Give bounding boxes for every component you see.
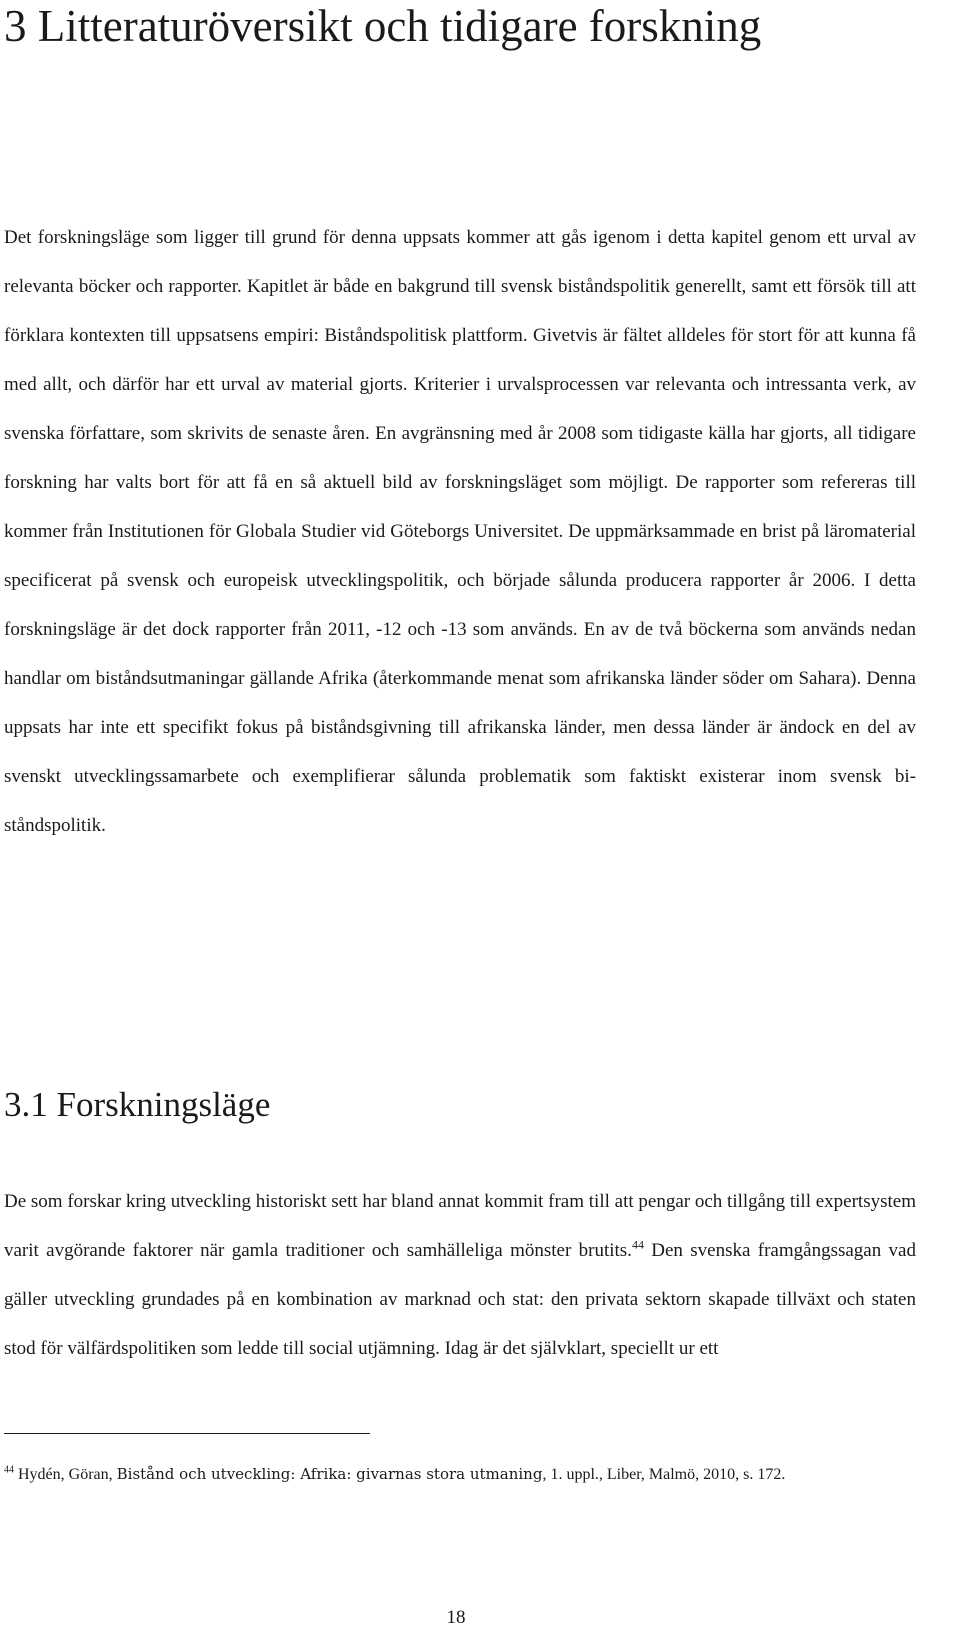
footnote-number: 44 — [4, 1464, 14, 1476]
intro-paragraph: Det forskningsläge som ligger till grund för denna uppsats kommer att gås igenom i detta kapitel genom ett urval av relevanta böcker och rapporter. Kapitlet är både en bakgrund till svensk biståndspolitik generellt, samt ett försök till att förklara kontexten till uppsatsens empiri: Biståndspolitisk plattform. Givetvis är fältet alldeles för stort för att kunna få med allt, och därför har ett urval av material gjorts. Kriterier i urvalsprocessen var relevanta och intressanta verk, av svenska författare, som skrivits de senaste åren. En avgränsning med år 2008 som tidigaste källa har gjorts, all tidigare forskning har valts bort för att få en så aktuell bild av forskningsläget som möjligt. De rapporter som refereras till kommer från Institutionen för Globala Studier vid Göteborgs Universitet. De uppmärksammade en brist på läromaterial specificerat på svensk och europeisk utvecklingspolitik, och började sålunda producera rapporter år 2006. I detta forskningsläge är det dock rapporter från 2011, -12 och -13 som används. En av de två böckerna som används nedan handlar om biståndsutmaningar gällande Afrika (återkommande menat som afrikanska länder söder om Sahara). Denna uppsats har inte ett specifikt fokus på biståndsgivning till afrikanska länder, men dessa länder är ändock en del av svenskt utvecklingssamarbete och exemplifierar sålunda problematik som faktiskt existerar inom svensk biståndspolitik. — [4, 227, 916, 836]
section-paragraph — [4, 1177, 916, 1373]
footnote-divider — [4, 1433, 370, 1434]
chapter-title: 3 Litteraturöversikt och tidigare forskning — [4, 1, 762, 51]
footnote-author: Hydén, Göran, — [14, 1466, 117, 1483]
footnote-book-title: Bistånd och utveckling: Afrika: givarnas stora utmaning — [116, 1465, 543, 1483]
section-paragraph-part2: Den svenska framgångssagan vad gäller utveckling grundades på en kombination av marknad och stat: den privata sektorn skapade tillväxt och staten stod för välfärdspolitiken som ledde till social utjämning. Idag är det självklart, speciellt ur ett — [4, 1240, 916, 1359]
page-number: 18 — [446, 1607, 466, 1628]
footnote-reference[interactable]: 44 — [631, 1237, 644, 1252]
section-paragraph-part1: De som forskar kring utveckling historiskt sett har bland annat kommit fram till att pengar och tillgång till expertsystem varit avgörande faktorer när gamla traditioner och samhälleliga mönster brutits. — [4, 1191, 916, 1261]
footnote-publication-info: , 1. uppl., Liber, Malmö, 2010, s. 172. — [542, 1466, 786, 1483]
section-title: 3.1 Forskningsläge — [4, 1085, 271, 1124]
footnote — [4, 1460, 916, 1489]
